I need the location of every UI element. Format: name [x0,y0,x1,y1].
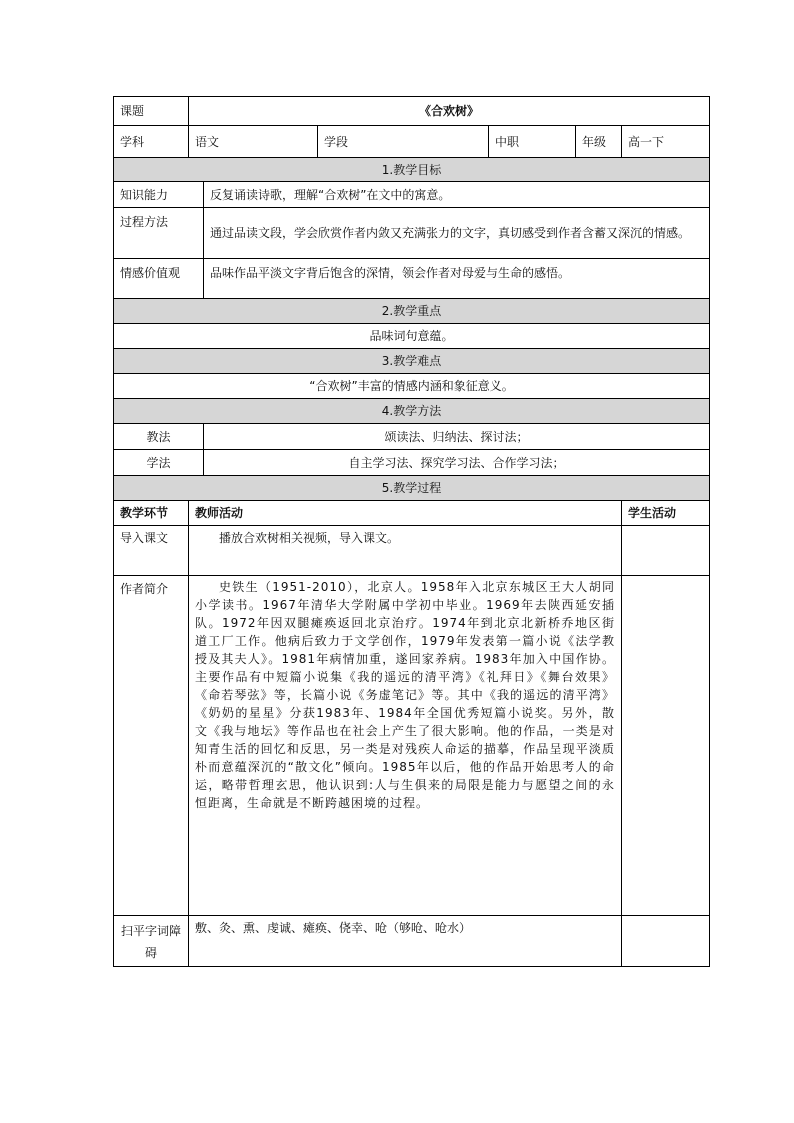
teacher-cell-vocab: 敷、灸、熏、虔诚、瘫痪、侥幸、呛（够呛、呛水） [189,916,622,967]
teacher-cell-intro: 播放合欢树相关视频，导入课文。 [189,526,622,576]
learn-method-label: 学法 [114,450,204,476]
stage-label: 学段 [318,126,489,158]
stage-cell-vocab: 扫平字词障碍 [114,916,189,967]
objectives-heading: 1.教学目标 [114,158,710,182]
row-subject [114,126,710,158]
stage-cell-intro: 导入课文 [114,526,189,576]
difficulties-heading: 3.教学难点 [114,349,710,374]
row-keypoints [114,324,710,349]
row-objectives-heading [114,158,710,182]
row-teach-method [114,424,710,450]
table-row [114,526,710,576]
process-method-text: 通过品读文段，学会欣赏作者内敛又充满张力的文字，真切感受到作者含蓄又深沉的情感。 [204,208,710,259]
row-methods-heading [114,399,710,424]
student-cell-intro [622,526,710,576]
row-difficulties [114,374,710,399]
subject-label: 学科 [114,126,189,158]
subject-value: 语文 [189,126,318,158]
col-student-header: 学生活动 [622,501,710,526]
process-heading: 5.教学过程 [114,476,710,501]
knowledge-label: 知识能力 [114,182,204,208]
title-label: 课题 [114,97,189,126]
table-row [114,576,710,916]
process-method-label: 过程方法 [114,208,204,259]
keypoints-heading: 2.教学重点 [114,299,710,324]
col-teacher-header: 教师活动 [189,501,622,526]
lesson-plan-table [113,96,710,967]
row-process-method [114,208,710,259]
teacher-cell-author: 史铁生（1951-2010），北京人。1958年入北京东城区王大人胡同小学读书。1967年清华大学附属中学初中毕业。1969年去陕西延安插队。1972年因双腿瘫痪返回北京治疗。1974年到北京北新桥乔地区街道工厂工作。他病后致力于文学创作，1979年发表第一篇小说《法学教授及其夫人》。1981年病情加重，遂回家养病。1983年加入中国作协。主要作品有中短篇小说集《我的遥远的清平湾》《礼拜日》《舞台效果》《命若琴弦》等，长篇小说《务虚笔记》等。其中《我的遥远的清平湾》《奶奶的星星》分获1983年、1984年全国优秀短篇小说奖。另外，散文《我与地坛》等作品也在社会上产生了很大影响。他的作品，一类是对知青生活的回忆和反思，另一类是对残疾人命运的描摹，作品呈现平淡质朴而意蕴深沉的“散文化”倾向。1985年以后，他的作品开始思考人的命运，略带哲理玄思，他认识到:人与生俱来的局限是能力与愿望之间的永恒距离，生命就是不断跨越困境的过程。 [189,576,622,916]
col-stage-header: 教学环节 [114,501,189,526]
difficulties-text: “合欢树”丰富的情感内涵和象征意义。 [114,374,710,399]
row-difficulties-heading [114,349,710,374]
stage-value: 中职 [489,126,576,158]
learn-method-text: 自主学习法、探究学习法、合作学习法； [204,450,710,476]
row-title [114,97,710,126]
row-process-columns [114,501,710,526]
grade-value: 高一下 [622,126,710,158]
student-cell-author [622,576,710,916]
title-value: 《合欢树》 [189,97,710,126]
table-row [114,916,710,967]
teach-method-text: 颂读法、归纳法、探讨法； [204,424,710,450]
methods-heading: 4.教学方法 [114,399,710,424]
stage-cell-author: 作者简介 [114,576,189,916]
emotion-text: 品味作品平淡文字背后饱含的深情，领会作者对母爱与生命的感悟。 [204,259,710,299]
teach-method-label: 教法 [114,424,204,450]
emotion-label: 情感价值观 [114,259,204,299]
student-cell-vocab [622,916,710,967]
knowledge-text: 反复诵读诗歌，理解“合欢树”在文中的寓意。 [204,182,710,208]
keypoints-text: 品味词句意蕴。 [114,324,710,349]
row-knowledge [114,182,710,208]
row-process-heading [114,476,710,501]
row-learn-method [114,450,710,476]
grade-label: 年级 [576,126,622,158]
row-emotion [114,259,710,299]
row-keypoints-heading [114,299,710,324]
